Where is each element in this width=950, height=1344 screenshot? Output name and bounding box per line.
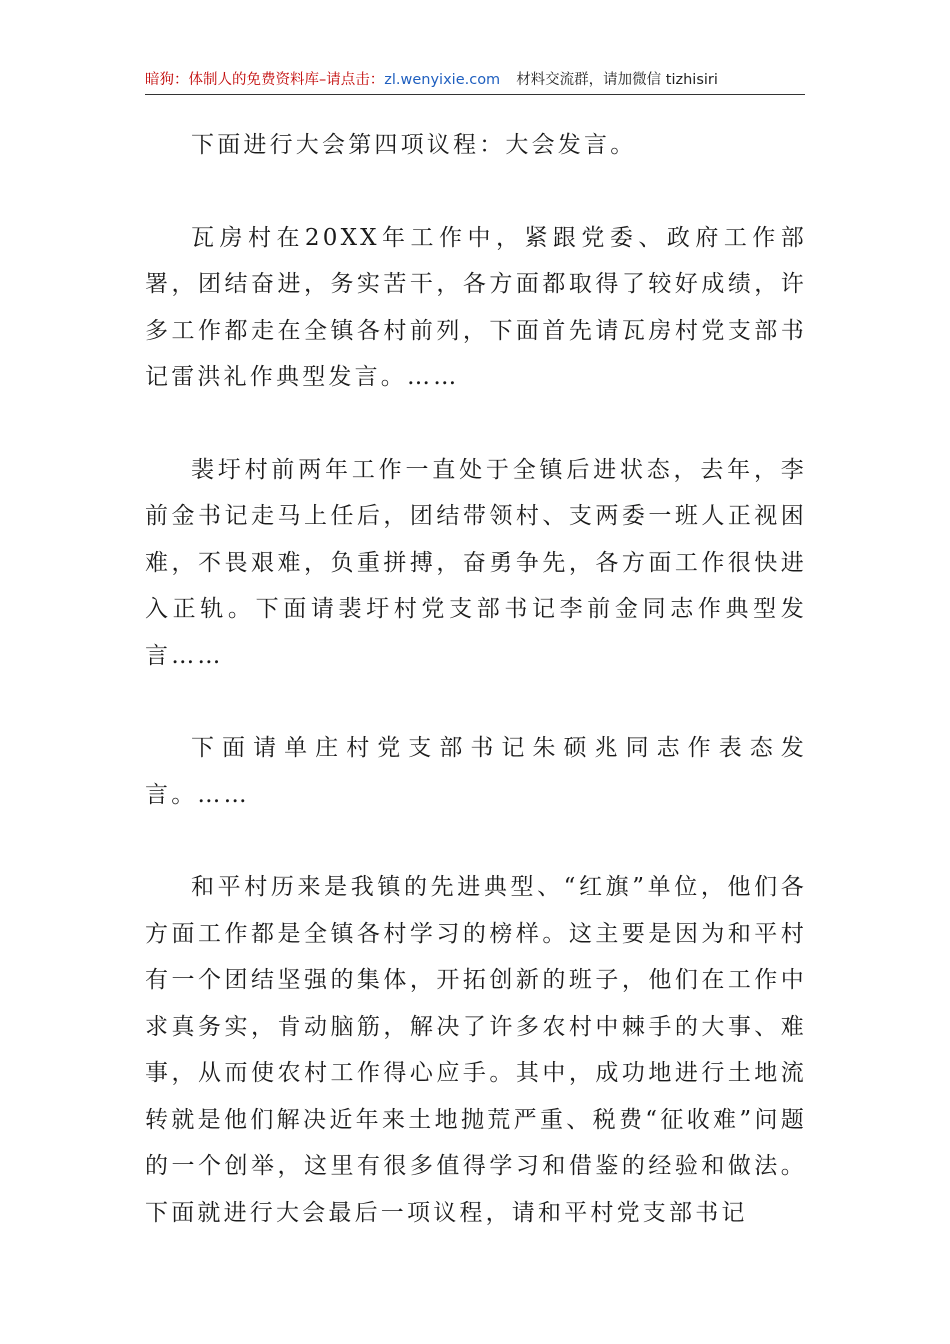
paragraph: 瓦房村在20XX年工作中，紧跟党委、政府工作部署，团结奋进，务实苦干，各方面都取得了较好成绩，许多工作都走在全镇各村前列，下面首先请瓦房村党支部书记雷洪礼作典型发言。…… <box>145 224 807 390</box>
paragraph: 下面请单庄村党支部书记朱硕兆同志作表态发言。…… <box>145 735 807 808</box>
header-cta: –请点击： <box>319 72 385 88</box>
paragraph: 和平村历来是我镇的先进典型、“红旗”单位，他们各方面工作都是全镇各村学习的榜样。这主要是因为和平村有一个团结坚强的集体，开拓创新的班子，他们在工作中求真务实，肯动脑筋，解决了许多农村中棘手的大事、难事，从而使农村工作得心应手。其中，成功地进行土地流转就是他们解决近年来土地抛荒严重、税费“征收难”问题的一个创举，这里有很多值得学习和借鉴的经验和做法。下面就进行大会最后一项议程，请和平村党支部书记 <box>145 874 807 1226</box>
document-body <box>145 122 807 1236</box>
page-header <box>145 68 805 95</box>
paragraph: 裴圩村前两年工作一直处于全镇后进状态，去年，李前金书记走马上任后，团结带领村、支两委一班人正视困难，不畏艰难，负重拼搏，奋勇争先，各方面工作很快进入正轨。下面请裴圩村党支部书记李前金同志作典型发言…… <box>145 456 807 669</box>
header-link[interactable]: zl.wenyixie.com <box>384 72 501 88</box>
paragraph: 下面进行大会第四项议程：大会发言。 <box>191 132 637 158</box>
header-brand: 暗狗：体制人的免费资料库 <box>145 72 319 88</box>
header-contact: 材料交流群，请加微信 tizhisiri <box>516 72 718 88</box>
